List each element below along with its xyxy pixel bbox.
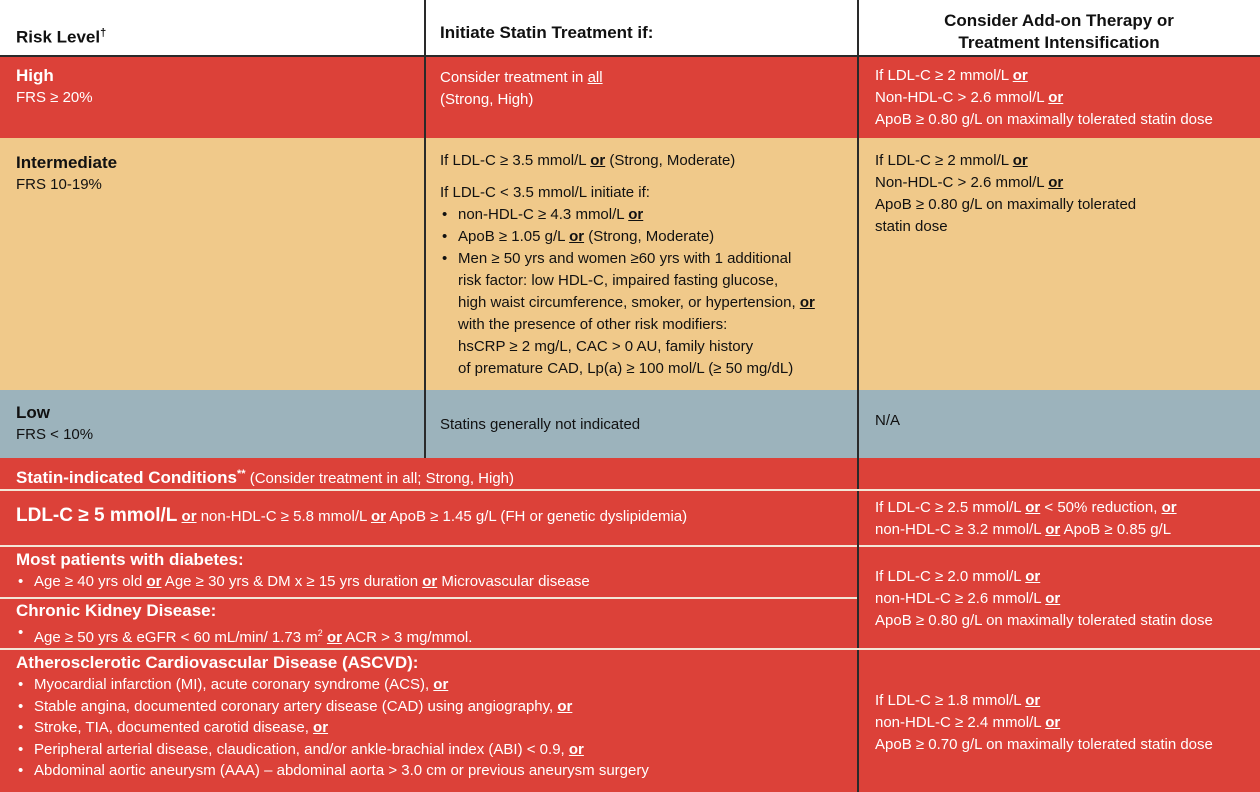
or-keyword: or (181, 508, 197, 525)
list-item (16, 622, 472, 649)
ckd-b2: ACR > 3 mg/mmol. (341, 629, 473, 646)
or-keyword: or (422, 573, 438, 590)
statin-conditions-mark: ** (237, 468, 246, 480)
or-keyword: or (1048, 89, 1064, 106)
diabetes-b1: Age ≥ 40 yrs old (34, 573, 147, 590)
diab-ckd-addon-l3: ApoB ≥ 0.80 g/L on maximally tolerated statin dose (875, 612, 1213, 629)
or-keyword: or (590, 152, 606, 169)
intermediate-b3-l2: risk factor: low HDL-C, impaired fasting glucose, (458, 272, 779, 289)
or-keyword: or (326, 629, 342, 646)
ascvd-b4: Peripheral arterial disease, claudication, and/or ankle-brachial index (ABI) < 0.9, (34, 740, 569, 758)
intermediate-b2-grade: (Strong, Moderate) (584, 228, 715, 245)
or-keyword: or (146, 573, 162, 590)
low-frs: FRS < 10% (16, 426, 94, 443)
intermediate-b3-l6: of premature CAD, Lp(a) ≥ 100 mol/L (≥ 50 mg/dL) (458, 360, 794, 377)
header-dagger: † (100, 27, 107, 39)
or-keyword: or (799, 294, 815, 311)
ckd-b1: Age ≥ 50 yrs & eGFR < 60 mL/min/ 1.73 m (34, 629, 318, 646)
divider-diabetes (0, 597, 857, 599)
list-item (440, 248, 815, 380)
low-risk-cell (16, 402, 93, 446)
ldl-addon-l1-post: < 50% reduction, (1040, 499, 1162, 516)
high-risk-cell (16, 65, 93, 109)
header-initiate: Initiate Statin Treatment if: (440, 23, 654, 42)
or-keyword: or (1025, 499, 1041, 516)
intermediate-line2: If LDL-C < 3.5 mmol/L initiate if: (440, 184, 650, 201)
ckd-sup: 2 (317, 628, 323, 638)
low-addon: N/A (875, 412, 901, 429)
high-initiate-all: all (587, 69, 603, 86)
high-initiate-cell (440, 67, 603, 111)
ascvd-b2: Stable angina, documented coronary artery disease (CAD) using angiography, (34, 697, 558, 715)
intermediate-b3-l1: • Men ≥ 50 yrs and women ≥60 yrs with 1 additional (458, 250, 792, 267)
ldl-title: LDL-C ≥ 5 mmol/L (16, 505, 178, 526)
diabetes-title: Most patients with diabetes: (16, 550, 244, 569)
list-item (16, 696, 649, 718)
intermediate-frs: FRS 10-19% (16, 176, 102, 193)
ldl-addon-l2-post: ApoB ≥ 0.85 g/L (1060, 521, 1172, 538)
intermediate-line1: If LDL-C ≥ 3.5 mmol/L (440, 152, 591, 169)
or-keyword: or (569, 228, 585, 245)
ascvd-b3: Stroke, TIA, documented carotid disease, (34, 719, 314, 736)
list-item (16, 760, 649, 782)
list-item (16, 674, 649, 696)
ascvd-title: Atherosclerotic Cardiovascular Disease (ASCVD): (16, 653, 419, 672)
diabetes-cell (16, 549, 590, 593)
high-addon-l3: ApoB ≥ 0.80 g/L on maximally tolerated statin dose (875, 111, 1213, 128)
or-keyword: or (433, 676, 449, 693)
or-keyword: or (1045, 714, 1061, 731)
or-keyword: or (557, 697, 573, 715)
high-addon-l2: Non-HDL-C > 2.6 mmol/L (875, 89, 1049, 106)
or-keyword: or (1048, 174, 1064, 191)
high-label: High (16, 66, 54, 85)
intermediate-risk-cell (16, 152, 117, 196)
statin-conditions-heading (16, 463, 514, 490)
col-divider-2 (857, 0, 859, 792)
intermediate-addon-cell (875, 150, 1136, 238)
ascvd-b5: Abdominal aortic aneurysm (AAA) – abdominal aorta > 3.0 cm or previous aneurysm surgery (34, 762, 649, 779)
list-item (16, 739, 649, 761)
ldl-addon-l1: If LDL-C ≥ 2.5 mmol/L (875, 499, 1026, 516)
intermediate-addon-l1: If LDL-C ≥ 2 mmol/L (875, 152, 1013, 169)
intermediate-label: Intermediate (16, 153, 118, 172)
statin-conditions-title: Statin-indicated Conditions (16, 468, 237, 487)
intermediate-criteria-list (440, 204, 815, 380)
header-divider (0, 55, 1260, 57)
or-keyword: or (1045, 590, 1061, 607)
diabetes-b3: Microvascular disease (437, 573, 590, 590)
ldl-apob: ApoB ≥ 1.45 g/L (FH or genetic dyslipidemia) (385, 508, 688, 525)
or-keyword: or (313, 719, 329, 736)
list-item (440, 204, 815, 226)
diab-ckd-addon-cell (875, 566, 1213, 632)
ldl-addon-cell (875, 497, 1177, 541)
intermediate-b3-l3: high waist circumference, smoker, or hypertension, (458, 294, 800, 311)
list-item (440, 226, 815, 248)
high-frs: FRS ≥ 20% (16, 89, 93, 106)
ascvd-b1: Myocardial infarction (MI), acute coronary syndrome (ACS), (34, 676, 434, 693)
intermediate-addon-l3: ApoB ≥ 0.80 g/L on maximally tolerated (875, 196, 1137, 213)
ldl-addon-l2: non-HDL-C ≥ 3.2 mmol/L (875, 521, 1046, 538)
header-addon-line2: Treatment Intensification (958, 33, 1160, 52)
intermediate-addon-l2: Non-HDL-C > 2.6 mmol/L (875, 174, 1049, 191)
ascvd-addon-l2: non-HDL-C ≥ 2.4 mmol/L (875, 714, 1046, 731)
divider-ldl (0, 545, 857, 547)
or-keyword: or (1012, 67, 1028, 84)
low-initiate: Statins generally not indicated (440, 416, 641, 433)
low-label: Low (16, 403, 50, 422)
high-addon-l1: If LDL-C ≥ 2 mmol/L (875, 67, 1013, 84)
ascvd-addon-cell (875, 690, 1213, 756)
ascvd-addon-l3: ApoB ≥ 0.70 g/L on maximally tolerated statin dose (875, 736, 1213, 753)
ckd-title: Chronic Kidney Disease: (16, 601, 217, 620)
statin-conditions-note: (Consider treatment in all; Strong, High) (245, 470, 515, 487)
high-initiate-text: Consider treatment in (440, 69, 588, 86)
intermediate-b3-l4: with the presence of other risk modifiers: (458, 316, 728, 333)
or-keyword: or (1025, 568, 1041, 585)
ckd-cell (16, 600, 472, 649)
header-risk-level (16, 22, 106, 49)
divider-ldl-right (859, 545, 1260, 547)
diab-ckd-addon-l1: If LDL-C ≥ 2.0 mmol/L (875, 568, 1026, 585)
intermediate-addon-l4: statin dose (875, 218, 948, 235)
high-initiate-grade: (Strong, High) (440, 91, 534, 108)
intermediate-initiate-cell (440, 150, 815, 380)
header-risk-level-label: Risk Level (16, 27, 101, 47)
list-item (16, 571, 590, 593)
col-divider-1 (424, 0, 426, 390)
or-keyword: or (1025, 692, 1041, 709)
intermediate-b3-l5: hsCRP ≥ 2 mg/L, CAC > 0 AU, family history (458, 338, 754, 355)
ascvd-cell (16, 652, 649, 782)
high-addon-cell (875, 65, 1213, 131)
list-item (16, 717, 649, 739)
intermediate-b1: non-HDL-C ≥ 4.3 mmol/L (458, 206, 629, 223)
diabetes-b2: Age ≥ 30 yrs & DM x ≥ 15 yrs duration (161, 573, 423, 590)
col-divider-1-low (424, 390, 426, 458)
or-keyword: or (1045, 521, 1061, 538)
or-keyword: or (1012, 152, 1028, 169)
or-keyword: or (370, 508, 386, 525)
diab-ckd-addon-l2: non-HDL-C ≥ 2.6 mmol/L (875, 590, 1046, 607)
header-addon-line1: Consider Add-on Therapy or (944, 11, 1174, 30)
ascvd-addon-l1: If LDL-C ≥ 1.8 mmol/L (875, 692, 1026, 709)
intermediate-line1-grade: (Strong, Moderate) (605, 152, 736, 169)
or-keyword: or (568, 740, 584, 758)
ldl-row (16, 505, 687, 528)
or-keyword: or (628, 206, 644, 223)
or-keyword: or (1161, 499, 1177, 516)
ldl-nonhdl: non-HDL-C ≥ 5.8 mmol/L (196, 508, 371, 525)
intermediate-b2: ApoB ≥ 1.05 g/L (458, 228, 570, 245)
header-addon (858, 10, 1260, 54)
